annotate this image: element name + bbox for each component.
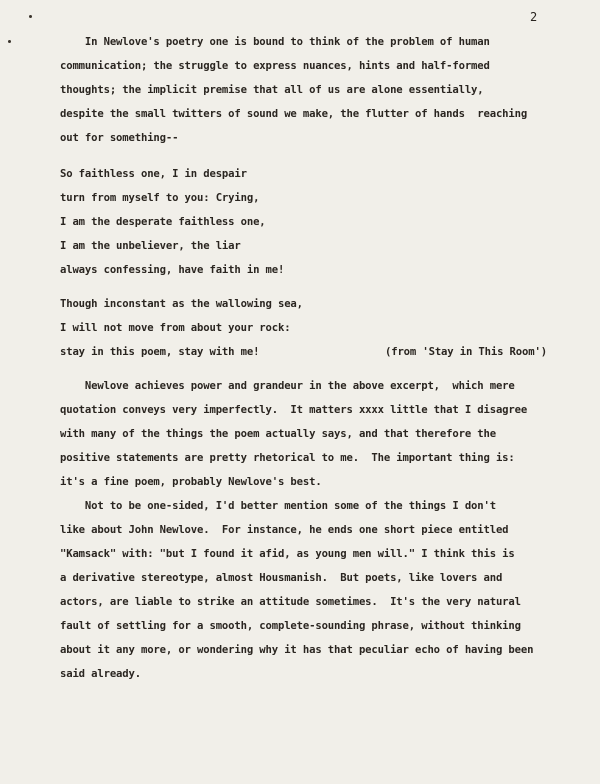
paragraph-3-line: actors, are liable to strike an attitude sometimes. It's the very natural — [60, 596, 521, 608]
poem-line: I am the desperate faithless one, — [60, 216, 266, 228]
paragraph-3-line: a derivative stereotype, almost Housmanish. But poets, like lovers and — [60, 572, 503, 584]
paper-speck — [8, 40, 11, 43]
paragraph-2-line: Newlove achieves power and grandeur in the above excerpt, which mere — [60, 380, 515, 392]
paragraph-2-line: with many of the things the poem actually says, and that therefore the — [60, 428, 496, 440]
paragraph-3-line: like about John Newlove. For instance, he ends one short piece entitled — [60, 524, 509, 536]
page-number: 2 — [530, 10, 538, 24]
paragraph-3-line: Not to be one-sided, I'd better mention some of the things I don't — [60, 500, 496, 512]
poem-line: always confessing, have faith in me! — [60, 264, 285, 276]
poem-line: I will not move from about your rock: — [60, 322, 291, 334]
paragraph-3-line: "Kamsack" with: "but I found it afid, as young men will." I think this is — [60, 548, 515, 560]
poem-line: So faithless one, I in despair — [60, 168, 247, 180]
paragraph-2-line: it's a fine poem, probably Newlove's best. — [60, 476, 322, 488]
paragraph-1-line: communication; the struggle to express nuances, hints and half-formed — [60, 60, 490, 72]
paragraph-3-line: about it any more, or wondering why it has that peculiar echo of having been — [60, 644, 534, 656]
paragraph-2-line: positive statements are pretty rhetorical to me. The important thing is: — [60, 452, 515, 464]
paragraph-3-line: fault of settling for a smooth, complete-sounding phrase, without thinking — [60, 620, 521, 632]
paragraph-2-line: quotation conveys very imperfectly. It matters xxxx little that I disagree — [60, 404, 528, 416]
poem-source: (from 'Stay in This Room') — [385, 346, 547, 358]
poem-line: I am the unbeliever, the liar — [60, 240, 241, 252]
poem-line: stay in this poem, stay with me! — [60, 346, 260, 358]
paragraph-1-line: despite the small twitters of sound we make, the flutter of hands reaching — [60, 108, 528, 120]
paragraph-1-line: out for something-- — [60, 132, 179, 144]
paper-speck — [29, 15, 32, 18]
paragraph-3-line: said already. — [60, 668, 141, 680]
paragraph-1-line: In Newlove's poetry one is bound to think of the problem of human — [60, 36, 490, 48]
poem-line: Though inconstant as the wallowing sea, — [60, 298, 303, 310]
paragraph-1-line: thoughts; the implicit premise that all of us are alone essentially, — [60, 84, 484, 96]
poem-line: turn from myself to you: Crying, — [60, 192, 260, 204]
